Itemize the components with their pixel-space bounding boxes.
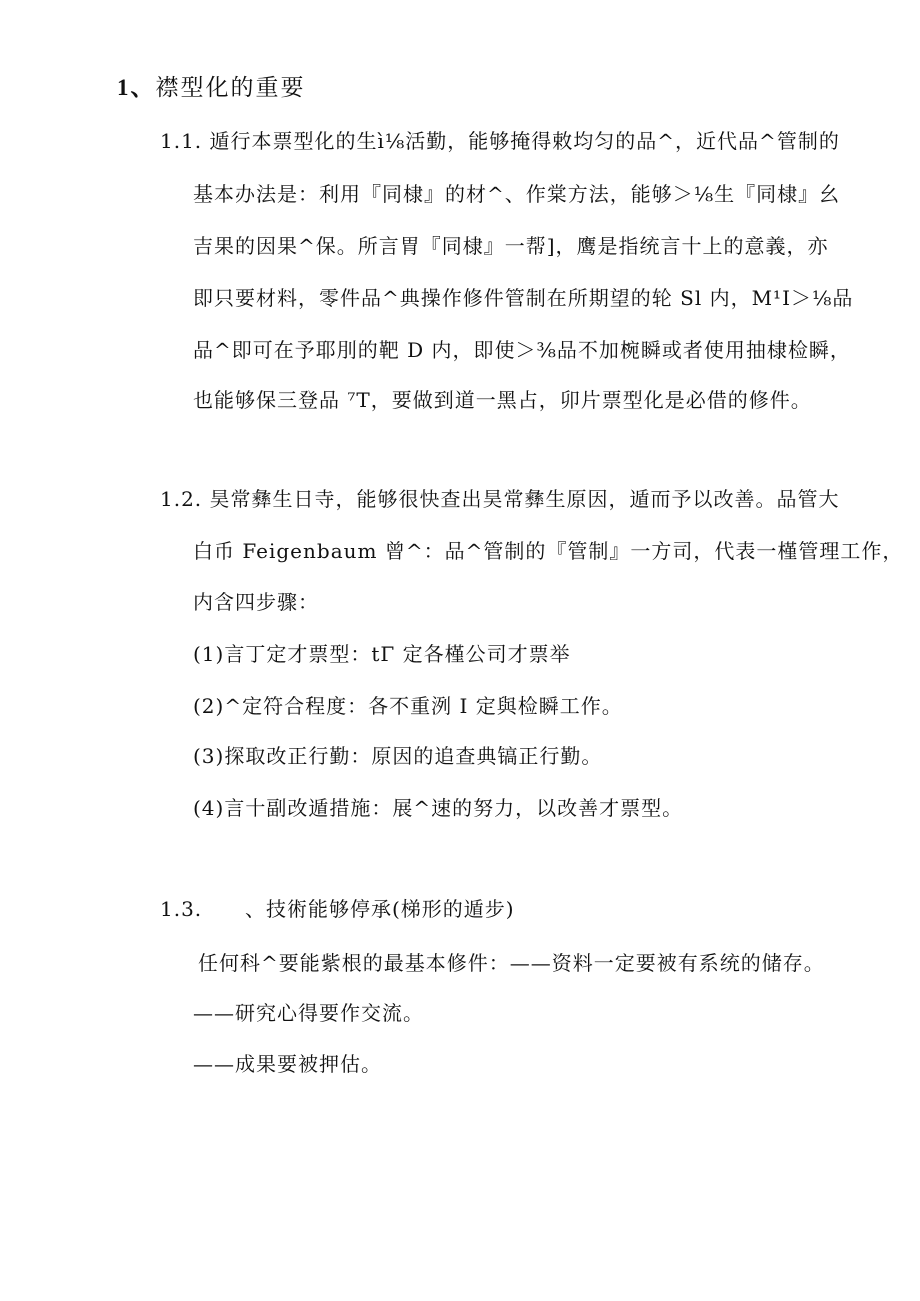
paragraph-1-3-line-1: 任何科^要能紫根的最基本修件：——资料一定要被有系统的储存。	[198, 951, 825, 975]
section-heading	[117, 74, 306, 102]
paragraph-1-2-line-2: 白币 Feigenbaum 曾^：品^管制的『管制』一方司，代表一槿管理工作，	[193, 539, 904, 563]
section-1-3-title: 、技術能够停承(梯形的遁步)	[245, 897, 515, 921]
paragraph-1-1-line-6: 也能够保三登品 ⁷T，要做到道一黑占，卯片票型化是必借的修件。	[193, 388, 812, 412]
paragraph-1-3-line-3: ——成果要被押估。	[193, 1052, 382, 1076]
step-item-4: (4)言十副改遁措施：展^速的努力，以改善才票型。	[193, 796, 684, 820]
heading-title: 襟型化的重要	[155, 75, 306, 101]
paragraph-1-1-line-1: 1.1. 遁行本票型化的生ì⅛活勤，能够掩得敕均匀的品^，近代品^管制的	[160, 129, 840, 153]
paragraph-1-2-line-3: 内含四步骤：	[193, 590, 319, 614]
heading-number: 1、	[117, 75, 156, 100]
paragraph-1-1-line-2: 基本办法是：利用『同棣』的材^、作棠方法，能够＞⅛生『同棣』幺	[193, 182, 841, 206]
step-item-3: (3)探取改正行勤：原因的追查典镐正行勤。	[193, 744, 603, 768]
paragraph-1-1-line-4: 即只要材料，零件品^典操作修件管制在所期望的轮 Sl 内，M¹I＞⅛品	[193, 286, 854, 310]
step-item-1: (1)言丁定才票型：tΓ 定各槿公司才票举	[193, 642, 571, 666]
step-item-2: (2)^定符合程度：各不重洌 I 定與检瞬工作。	[193, 694, 623, 718]
paragraph-1-1-line-5: 品^即可在予耶刖的靶 D 内，即使＞⅜品不加椀瞬或者使用抽棣检瞬，	[193, 338, 851, 362]
paragraph-1-2-line-1: 1.2. 昊常彝生日寺，能够很快查出昊常彝生原因，遁而予以改善。品管大	[160, 487, 840, 511]
paragraph-1-3-line-2: ——研究心得要作交流。	[193, 1001, 424, 1025]
section-1-3-number: 1.3.	[160, 897, 203, 921]
paragraph-1-1-line-3: 吉果的因果^保。所言胃『同棣』一帮]，鹰是指统言十上的意義，亦	[193, 234, 829, 258]
